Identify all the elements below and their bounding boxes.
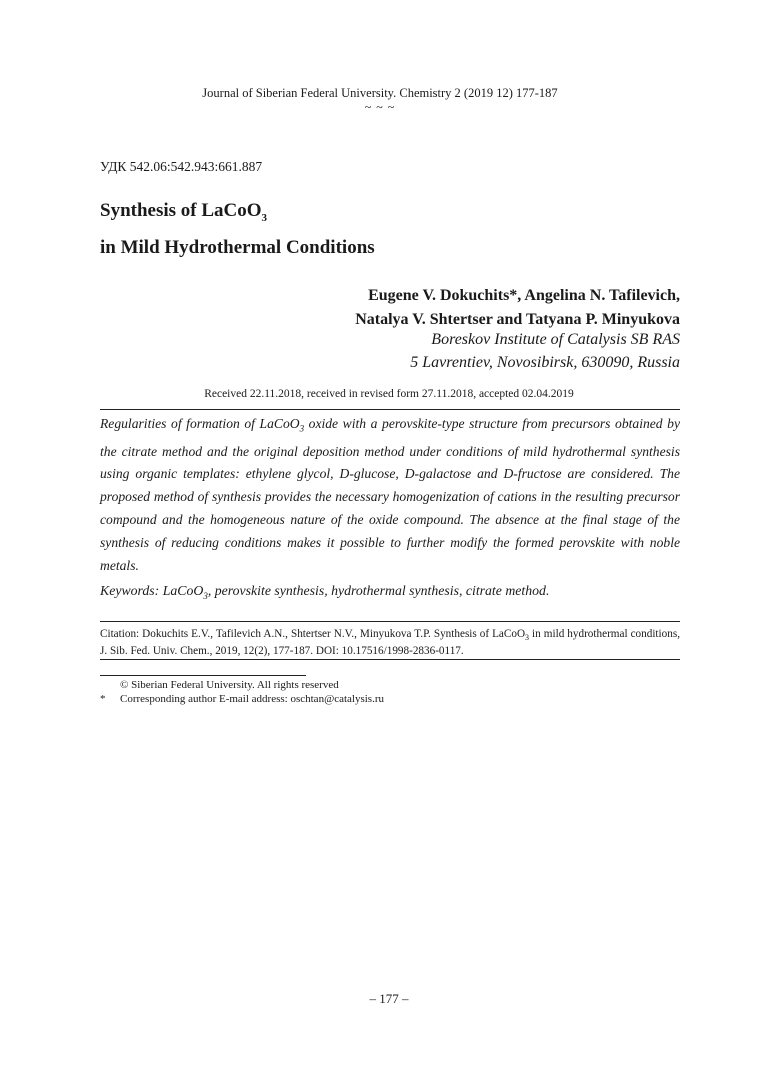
abstract: Regularities of formation of LaCoO$_3$ oxide with a perovskite-type structure from precursors obtained by the citrate method and the original deposition method under conditions of mild hydrothermal synthesis using organic templates: ethylene glycol, D-glucose, D-galactose and D-fructose are considered. The proposed method of synthesis provides the necessary homogenization of cations in the resulting precursor compound and the homogeneous nature of the oxide compound. The absence at the final stage of the synthesis of reducing conditions makes it possible to further modify the formed perovskite with noble metals. [100, 416, 681, 573]
title-line-1: Synthesis of LaCoO$_3$ [100, 200, 268, 224]
header-ornament: ~ ~ ~ [364, 100, 396, 114]
udk-code: УДК 542.06:542.943:661.887 [100, 159, 263, 174]
authors-line-1: Eugene V. Dokuchits*, Angelina N. Tafilevich, [368, 287, 680, 304]
affiliation [410, 328, 680, 374]
footnote-rule [100, 675, 306, 676]
abstract-top-rule [100, 409, 680, 410]
affiliation-line-1: Boreskov Institute of Catalysis SB RAS [431, 331, 680, 348]
affiliation-line-2: 5 Lavrentiev, Novosibirsk, 630090, Russia [410, 354, 680, 371]
citation-bottom-rule [100, 659, 680, 660]
copyright-footnote: © Siberian Federal University. All rights reserved [120, 679, 339, 691]
corresponding-author-footnote: * Corresponding author E-mail address: oschtan@catalysis.ru [100, 693, 384, 705]
citation: Citation: Dokuchits E.V., Tafilevich A.N., Shtertser N.V., Minyukova T.P. Synthesis of LaCoO$_3$ in mild hydrothermal conditions, J. Sib. Fed. Univ. Chem., 2019, 12(2), 177-187. DOI: 10.17516/1998-2836-0117. [100, 628, 680, 657]
paper-title [100, 196, 375, 263]
title-line-2: in Mild Hydrothermal Conditions [100, 236, 375, 258]
keywords: Keywords: LaCoO$_3$, perovskite synthesis, hydrothermal synthesis, citrate method. [100, 583, 550, 601]
citation-top-rule [100, 621, 680, 622]
journal-header: Journal of Siberian Federal University. Chemistry 2 (2019 12) 177-187 [202, 86, 558, 100]
page-number: – 177 – [369, 991, 409, 1006]
authors [355, 284, 680, 331]
authors-line-2: Natalya V. Shtertser and Tatyana P. Minyukova [355, 310, 680, 328]
received-dates: Received 22.11.2018, received in revised form 27.11.2018, accepted 02.04.2019 [204, 388, 574, 400]
